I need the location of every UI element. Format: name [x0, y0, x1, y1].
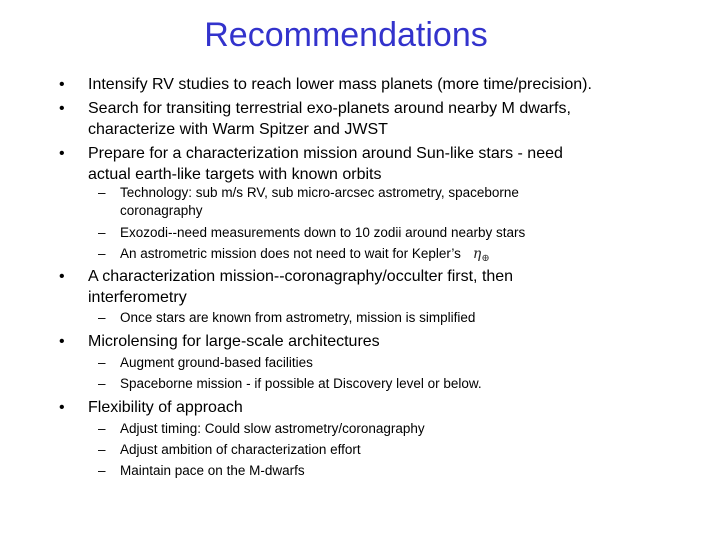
sub-bullet-spaceborne-mission [98, 375, 680, 393]
bullet-text-line-2: actual earth-like targets with known orbits [88, 166, 382, 183]
bullet-dot: • [59, 399, 65, 416]
bullet-rv-studies [59, 74, 688, 95]
bullet-transiting-planets [59, 98, 688, 140]
sub-bullet-adjust-ambition [98, 441, 680, 459]
sub-bullet-text: Adjust timing: Could slow astrometry/coronagraphy [120, 421, 425, 436]
bullet-dot: • [59, 333, 65, 350]
bullet-characterization-mission [59, 266, 688, 308]
bullet-dot: • [59, 268, 65, 285]
sub-bullet-maintain-pace [98, 462, 680, 480]
sub-bullet-text: Exozodi--need measurements down to 10 zodii around nearby stars [120, 225, 526, 240]
sub-bullet-dash: – [98, 310, 106, 325]
sub-bullet-text: Spaceborne mission - if possible at Discovery level or below. [120, 376, 482, 391]
sub-bullet-dash: – [98, 442, 106, 457]
sub-bullet-dash: – [98, 355, 106, 370]
sub-bullet-text: An astrometric mission does not need to wait for Kepler’s [120, 246, 461, 261]
bullet-flexibility [59, 397, 688, 418]
sub-bullet-text: Once stars are known from astrometry, mission is simplified [120, 310, 476, 325]
sub-bullet-dash: – [98, 246, 106, 261]
bullet-text-line-1: Search for transiting terrestrial exo-planets around nearby M dwarfs, [88, 100, 571, 117]
sub-bullet-stars-known [98, 309, 680, 327]
bullet-text: Intensify RV studies to reach lower mass planets (more time/precision). [88, 76, 592, 93]
sub-bullet-text: Adjust ambition of characterization effort [120, 442, 361, 457]
sub-bullet-ground-facilities [98, 354, 680, 372]
sub-bullet-dash: – [98, 463, 106, 478]
bullet-text-line-1: Prepare for a characterization mission around Sun-like stars - need [88, 145, 563, 162]
slide-title: Recommendations [204, 16, 488, 54]
bullet-dot: • [59, 145, 65, 162]
sub-bullet-dash: – [98, 376, 106, 391]
eta-earth-symbol: η [472, 246, 482, 262]
bullet-dot: • [59, 76, 65, 93]
bullet-text-line-2: characterize with Warm Spitzer and JWST [88, 121, 388, 138]
bullet-text-line-2: interferometry [88, 289, 187, 306]
earth-subscript-icon: ⊕ [481, 253, 490, 264]
bullet-text: Microlensing for large-scale architectures [88, 333, 380, 350]
bullet-microlensing [59, 331, 688, 352]
sub-bullet-text: Augment ground-based facilities [120, 355, 313, 370]
bullet-dot: • [59, 100, 65, 117]
sub-bullet-exozodi [98, 224, 680, 242]
sub-bullet-dash: – [98, 185, 106, 200]
sub-bullet-dash: – [98, 421, 106, 436]
sub-bullet-astrometric-mission [98, 245, 680, 268]
bullet-text-line-1: A characterization mission--coronagraphy/occulter first, then [88, 268, 514, 285]
sub-bullet-text-line-1: Technology: sub m/s RV, sub micro-arcsec astrometry, spaceborne [120, 185, 519, 200]
bullet-characterization-prep [59, 143, 688, 185]
sub-bullet-dash: – [98, 225, 106, 240]
sub-bullet-text: Maintain pace on the M-dwarfs [120, 463, 305, 478]
sub-bullet-adjust-timing [98, 420, 680, 438]
sub-bullet-text-line-2: coronagraphy [120, 203, 203, 218]
sub-bullet-technology [98, 184, 680, 220]
bullet-text: Flexibility of approach [88, 399, 243, 416]
